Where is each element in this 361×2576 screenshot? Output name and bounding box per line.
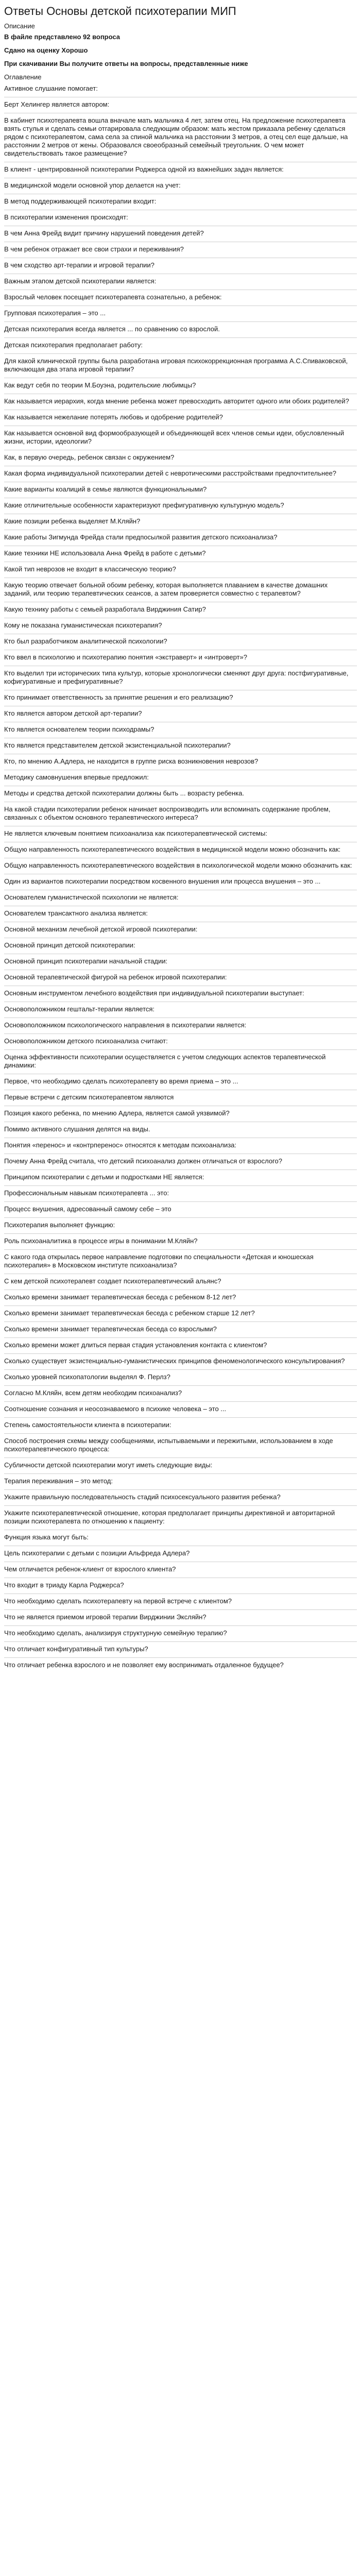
question-item: Сколько времени занимает терапевтическая беседа с ребенком старше 12 лет? (4, 1306, 357, 1322)
question-item: Понятия «перенос» и «контрперенос» относятся к методам психоанализа: (4, 1138, 357, 1154)
question-item: Какие отличительные особенности характеризуют префигуративную культурную модель? (4, 498, 357, 514)
question-item: Кому не показана гуманистическая психотерапия? (4, 618, 357, 634)
question-item: Кто является представителем детской экзистенциальной психотерапии? (4, 738, 357, 754)
passed-info (4, 46, 357, 55)
question-item: Субличности детской психотерапии могут иметь следующие виды: (4, 1458, 357, 1474)
question-item: Основоположником психологического направления в психотерапии является: (4, 1018, 357, 1034)
question-item: Что не является приемом игровой терапии Вирджинии Эксляйн? (4, 1610, 357, 1626)
question-item: Основной терапевтической фигурой на ребенок игровой психотерапии: (4, 970, 357, 986)
question-item: Важным этапом детской психотерапии является: (4, 274, 357, 290)
question-item: Не является ключевым понятием психоанализа как психотерапевтической системы: (4, 826, 357, 842)
question-item: Активное слушание помогает: (4, 81, 357, 97)
question-item: Основной принцип детской психотерапии: (4, 938, 357, 954)
question-item: Основной принцип психотерапии начальной стадии: (4, 954, 357, 970)
question-item: Какой тип неврозов не входит в классическую теорию? (4, 562, 357, 578)
question-list (4, 81, 357, 1673)
question-item: Степень самостоятельности клиента в психотерапии: (4, 1418, 357, 1434)
toc-title: Оглавление (4, 73, 42, 81)
question-item: Что входит в триаду Карла Роджерса? (4, 1578, 357, 1594)
question-item: Основной механизм лечебной детской игровой психотерапии: (4, 922, 357, 938)
question-item: Общую направленность психотерапевтического воздействия в психологической модели можно обозначить как: (4, 858, 357, 874)
passed-info-text: Сдано на оценку Хорошо (4, 46, 88, 54)
question-item: Какие позиции ребенка выделяет М.Кляйн? (4, 514, 357, 530)
question-item: В кабинет психотерапевта вошла вначале мать мальчика 4 лет, затем отец. На предложение психотерапевта взять стулья и сделать семьи отгарировала следующим образом: мать жестом приказала ребенку сделаться рядом с психотерапевтом, сама села за спиной мальчика на расстоянии 3 метров, а отец сел еще дальше, на расстоянии 2 метров от жены. Образовался своеобразный семейный треугольник. О чем может свидетельствовать такое размещение? (4, 113, 357, 162)
question-item: Помимо активного слушания делятся на виды. (4, 1122, 357, 1138)
question-item: Процесс внушения, адресованный самому себе – это (4, 1202, 357, 1218)
question-item: С какого года открылась первое направление подготовки по специальности «Детская и юношеская психотерапия» в Московском институте психоанализа? (4, 1250, 357, 1274)
question-item: Соотношение сознания и неосознаваемого в психике человека – это ... (4, 1402, 357, 1418)
question-item: Первое, что необходимо сделать психотерапевту во время приема – это ... (4, 1074, 357, 1090)
question-item: Кто, по мнению А.Адлера, не находится в группе риска возникновения неврозов? (4, 754, 357, 770)
question-item: Общую направленность психотерапевтического воздействия в медицинской модели можно обозначить как: (4, 842, 357, 858)
file-info-text: В файле представлено 92 вопроса (4, 33, 121, 41)
question-item: Основателем гуманистической психологии не является: (4, 890, 357, 906)
download-note (4, 59, 357, 68)
question-item: Какие варианты коалиций в семье являются функциональными? (4, 482, 357, 498)
question-item: Какую технику работы с семьей разработала Вирджиния Сатир? (4, 602, 357, 618)
question-item: Основателем трансактного анализа является: (4, 906, 357, 922)
question-item: Методику самовнушения впервые предложил: (4, 770, 357, 786)
question-item: На какой стадии психотерапии ребенок начинает воспроизводить или вспоминать содержание проблем, связанных с объектом основного терапевтического интереса? (4, 802, 357, 826)
question-item: Кто принимает ответственность за принятие решения и его реализацию? (4, 690, 357, 706)
question-item: Как называется иерархия, когда мнение ребенка может превосходить авторитет одного или обоих родителей? (4, 394, 357, 410)
question-item: В чем ребенок отражает все свои страхи и переживания? (4, 242, 357, 258)
question-item: Профессиональным навыкам психотерапевта ... это: (4, 1186, 357, 1202)
question-item: В чем Анна Фрейд видит причину нарушений поведения детей? (4, 226, 357, 242)
question-item: В психотерапии изменения происходят: (4, 210, 357, 226)
question-item: Кто ввел в психологию и психотерапию понятия «экстраверт» и «интроверт»? (4, 650, 357, 666)
question-item: Сколько времени занимает терапевтическая беседа с ребенком 8-12 лет? (4, 1290, 357, 1306)
question-item: Какая форма индивидуальной психотерапии детей с невротическими расстройствами предпочтительнее? (4, 466, 357, 482)
question-item: Функция языка могут быть: (4, 1530, 357, 1546)
question-item: Как, в первую очередь, ребенок связан с окружением? (4, 450, 357, 466)
question-item: С кем детской психотерапевт создает психотерапевтический альянс? (4, 1274, 357, 1290)
question-item: Основным инструментом лечебного воздействия при индивидуальной психотерапии выступает: (4, 986, 357, 1002)
question-item: Для какой клинической группы была разработана игровая психокоррекционная программа А.С.Спиваковской, включающая два этапа игровой терапии? (4, 354, 357, 378)
question-item: Что необходимо сделать психотерапевту на первой встрече с клиентом? (4, 1594, 357, 1610)
question-item: Взрослый человек посещает психотерапевта сознательно, а ребенок: (4, 290, 357, 306)
question-item: Терапия переживания – это метод: (4, 1474, 357, 1490)
description-block (4, 22, 357, 68)
question-item: Какие техники НЕ использовала Анна Фрейд в работе с детьми? (4, 546, 357, 562)
question-item: Что необходимо сделать, анализируя структурную семейную терапию? (4, 1626, 357, 1642)
question-item: Один из вариантов психотерапии посредством косвенного внушения или процесса внушения – это ... (4, 874, 357, 890)
question-item: Групповая психотерапия – это ... (4, 306, 357, 322)
question-item: Берт Хелингер является автором: (4, 97, 357, 113)
question-item: Какие работы Зигмунда Фрейда стали предпосылкой развития детского психоанализа? (4, 530, 357, 546)
question-item: Согласно М.Кляйн, всем детям необходим психоанализ? (4, 1386, 357, 1402)
question-item: Сколько существует экзистенциально-гуманистических принципов феноменологического консультирования? (4, 1354, 357, 1370)
question-item: Как называется основной вид формообразующей и объединяющей всех членов семьи идеи, обусловленный жизни, истории, идеологии? (4, 426, 357, 450)
question-item: Чем отличается ребенок-клиент от взрослого клиента? (4, 1562, 357, 1578)
question-item: Кто был разработчиком аналитической психологии? (4, 634, 357, 650)
question-item: Психотерапия выполняет функцию: (4, 1218, 357, 1234)
question-item: Сколько времени занимает терапевтическая беседа со взрослыми? (4, 1322, 357, 1338)
download-note-text: При скачивании Вы получите ответы на вопросы, представленные ниже (4, 60, 248, 67)
question-item: Детская психотерапия предполагает работу: (4, 338, 357, 354)
question-item: Оценка эффективности психотерапии осуществляется с учетом следующих аспектов терапевтической динамики: (4, 1050, 357, 1074)
question-item: Кто является основателем теории психодрамы? (4, 722, 357, 738)
question-item: Позиция какого ребенка, по мнению Адлера, является самой уязвимой? (4, 1106, 357, 1122)
question-item: Детская психотерапия всегда является ... по сравнению со взрослой. (4, 322, 357, 338)
question-item: Какую теорию отвечает больной обоим ребенку, которая выполняется плаванием в качестве домашних заданий, или теорию терапевтических сеансов, а затем проверяется совместно с терапевтом? (4, 578, 357, 602)
question-item: Почему Анна Фрейд считала, что детский психоанализ должен отличаться от взрослого? (4, 1154, 357, 1170)
question-item: Роль психоаналитика в процессе игры в понимании М.Кляйн? (4, 1234, 357, 1250)
question-item: Как называется нежелание потерять любовь и одобрение родителей? (4, 410, 357, 426)
question-item: Укажите правильную последовательность стадий психосексуального развития ребенка? (4, 1490, 357, 1506)
question-item: Первые встречи с детским психотерапевтом являются (4, 1090, 357, 1106)
question-item: Принципом психотерапии с детьми и подростками НЕ является: (4, 1170, 357, 1186)
question-item: Сколько уровней психопатологии выделял Ф. Перлз? (4, 1370, 357, 1386)
question-item: Основоположником детского психоанализа считают: (4, 1034, 357, 1050)
question-item: Цель психотерапии с детьми с позиции Альфреда Адлера? (4, 1546, 357, 1562)
description-label: Описание (4, 22, 35, 30)
question-item: В клиент - центрированной психотерапии Роджерса одной из важнейших задач является: (4, 162, 357, 178)
question-item: Укажите психотерапевтической отношение, которая предполагает принципы директивной и авторитарной позиции психотерапевта по отношению к пациенту: (4, 1506, 357, 1530)
question-item: Как ведут себя по теории М.Боуэна, родительские любимцы? (4, 378, 357, 394)
question-item: Что отличает конфигуративный тип культуры? (4, 1642, 357, 1658)
question-item: В чем сходство арт-терапии и игровой терапии? (4, 258, 357, 274)
question-item: Сколько времени может длиться первая стадия установления контакта с клиентом? (4, 1338, 357, 1354)
question-item: Способ построения схемы между сообщениями, испытываемыми и пережитыми, использованием в ходе психотерапевтического процесса: (4, 1434, 357, 1458)
question-item: Основоположником гештальт-терапии является: (4, 1002, 357, 1018)
question-item: Кто является автором детской арт-терапии? (4, 706, 357, 722)
page-title: Ответы Основы детской психотерапии МИП (4, 5, 236, 18)
question-item: Методы и средства детской психотерапии должны быть ... возрасту ребенка. (4, 786, 357, 802)
question-item: В медицинской модели основной упор делается на учет: (4, 178, 357, 194)
question-item: Что отличает ребенка взрослого и не позволяет ему воспринимать отдаленное будущее? (4, 1661, 284, 1669)
file-info (4, 32, 357, 41)
question-item: В метод поддерживающей психотерапии входит: (4, 194, 357, 210)
question-item: Кто выделил три исторических типа культур, которые хронологически сменяют друг друга: постфигуративные, кофигуративные и префигуративные? (4, 666, 357, 690)
